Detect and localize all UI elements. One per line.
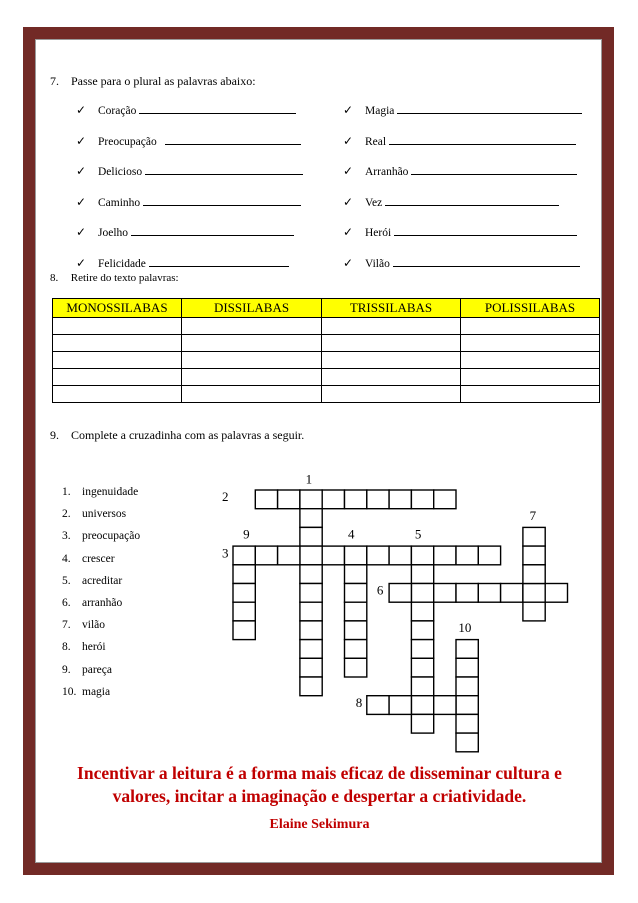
crossword-cell[interactable] — [367, 696, 389, 715]
crossword-cell[interactable] — [367, 546, 389, 565]
crossword-cell[interactable] — [233, 584, 255, 603]
crossword-cell[interactable] — [300, 677, 322, 696]
item-number: 2. — [62, 508, 71, 521]
checkmark-icon: ✓ — [76, 133, 87, 148]
crossword-clue-number: 3 — [222, 545, 229, 561]
checkmark-icon: ✓ — [343, 133, 354, 148]
crossword-cell[interactable] — [434, 490, 456, 509]
crossword-cell[interactable] — [345, 658, 367, 677]
crossword-cell[interactable] — [411, 602, 433, 621]
quote-author: Elaine Sekimura — [269, 817, 370, 832]
item-number: 7. — [62, 619, 71, 632]
crossword-cell[interactable] — [411, 621, 433, 640]
plural-word: Magia — [365, 105, 395, 117]
crossword-clue-number: 7 — [529, 507, 537, 523]
crossword-clue-number: 10 — [458, 620, 472, 636]
crossword-cell[interactable] — [233, 621, 255, 640]
item-word: acreditar — [82, 574, 123, 587]
crossword-cell[interactable] — [255, 490, 277, 509]
checkmark-icon: ✓ — [76, 194, 87, 209]
crossword-cell[interactable] — [278, 490, 300, 509]
crossword-clue-number: 5 — [414, 526, 422, 542]
quote-line: valores, incitar a imaginação e despertar a criatividade. — [112, 786, 527, 806]
crossword-cell[interactable] — [456, 714, 478, 733]
column-header: MONOSSILABAS — [53, 299, 182, 318]
item-word: arranhão — [82, 596, 123, 609]
column-header: DISSILABAS — [182, 299, 322, 318]
crossword-cell[interactable] — [456, 640, 478, 659]
plural-word: Real — [365, 135, 387, 148]
crossword-cell[interactable] — [411, 546, 433, 565]
crossword-cell[interactable] — [523, 584, 545, 603]
crossword-cell[interactable] — [411, 640, 433, 659]
crossword-cell[interactable] — [300, 490, 322, 509]
crossword-cell[interactable] — [456, 546, 478, 565]
item-word: universos — [82, 508, 127, 521]
checkmark-icon: ✓ — [76, 164, 87, 178]
crossword-cell[interactable] — [478, 584, 500, 603]
crossword-cell[interactable] — [434, 696, 456, 715]
item-word: preocupação — [82, 530, 141, 543]
crossword-cell[interactable] — [345, 546, 367, 565]
checkmark-icon: ✓ — [343, 103, 354, 117]
plural-word: Arranhão — [365, 166, 409, 178]
worksheet-page — [35, 39, 602, 863]
checkmark-icon: ✓ — [343, 225, 354, 239]
checkmark-icon: ✓ — [343, 194, 354, 209]
crossword-cell[interactable] — [523, 565, 545, 584]
crossword-cell[interactable] — [389, 546, 411, 565]
item-word: ingenuidade — [82, 486, 139, 498]
crossword-clue-number: 1 — [305, 471, 313, 487]
crossword-cell[interactable] — [322, 490, 344, 509]
item-number: 9. — [62, 663, 71, 676]
crossword-clue-number: 4 — [347, 526, 355, 542]
crossword-cell[interactable] — [345, 490, 367, 509]
crossword-cell[interactable] — [233, 546, 255, 565]
checkmark-icon: ✓ — [76, 255, 87, 270]
plural-word: Felicidade — [98, 257, 146, 270]
item-word: herói — [82, 641, 106, 654]
checkmark-icon: ✓ — [76, 225, 87, 239]
crossword-cell[interactable] — [434, 546, 456, 565]
crossword-cell[interactable] — [434, 584, 456, 603]
column-header: TRISSILABAS — [322, 299, 461, 318]
crossword-cell[interactable] — [411, 565, 433, 584]
plural-word: Joelho — [98, 227, 129, 239]
crossword-cell[interactable] — [300, 658, 322, 677]
item-word: vilão — [82, 619, 105, 632]
question-number: 8. — [50, 272, 59, 284]
crossword-cell[interactable] — [389, 490, 411, 509]
crossword-cell[interactable] — [456, 658, 478, 677]
crossword-cell[interactable] — [345, 621, 367, 640]
question-number: 7. — [50, 74, 59, 88]
crossword-cell[interactable] — [389, 584, 411, 603]
crossword-cell[interactable] — [255, 546, 277, 565]
crossword-cell[interactable] — [456, 584, 478, 603]
crossword-cell[interactable] — [478, 546, 500, 565]
item-word: crescer — [82, 552, 115, 565]
crossword-cell[interactable] — [345, 602, 367, 621]
crossword-cell[interactable] — [545, 584, 567, 603]
item-number: 6. — [62, 596, 71, 609]
crossword-cell[interactable] — [300, 546, 322, 565]
crossword-cell[interactable] — [389, 696, 411, 715]
quote-line: Incentivar a leitura é a forma mais eficaz de disseminar cultura e — [77, 763, 562, 783]
plural-word: Vilão — [365, 257, 390, 270]
crossword-cell[interactable] — [523, 546, 545, 565]
page-border — [23, 27, 614, 875]
plural-word: Herói — [365, 227, 392, 239]
crossword-cell[interactable] — [523, 602, 545, 621]
question-prompt: Retire do texto palavras: — [70, 272, 179, 284]
quote — [36, 762, 602, 808]
crossword-cell[interactable] — [411, 658, 433, 677]
crossword-cell[interactable] — [345, 565, 367, 584]
crossword-cell[interactable] — [411, 714, 433, 733]
crossword-cell[interactable] — [300, 509, 322, 528]
crossword-cell[interactable] — [233, 565, 255, 584]
crossword-cell[interactable] — [456, 696, 478, 715]
plural-word: Preocupação — [98, 135, 157, 148]
item-number: 3. — [62, 530, 71, 543]
column-header: POLISSILABAS — [461, 299, 600, 318]
crossword-clue-number: 6 — [376, 582, 384, 598]
item-word: magia — [82, 685, 111, 698]
crossword-cell[interactable] — [300, 602, 322, 621]
crossword-cell[interactable] — [411, 490, 433, 509]
crossword-clue-number: 9 — [243, 526, 250, 542]
item-number: 1. — [62, 486, 71, 498]
crossword-cell[interactable] — [367, 490, 389, 509]
item-number: 4. — [62, 552, 71, 565]
crossword-cell[interactable] — [233, 602, 255, 621]
crossword-cell[interactable] — [345, 640, 367, 659]
checkmark-icon: ✓ — [343, 255, 354, 270]
question-number: 9. — [50, 428, 59, 442]
crossword-cell[interactable] — [300, 527, 322, 546]
crossword-cell[interactable] — [345, 584, 367, 603]
question-prompt: Complete a cruzadinha com as palavras a seguir. — [71, 428, 305, 442]
checkmark-icon: ✓ — [76, 103, 87, 117]
crossword-cell[interactable] — [411, 677, 433, 696]
item-word: pareça — [82, 663, 112, 676]
checkmark-icon: ✓ — [343, 164, 354, 178]
item-number: 5. — [62, 574, 71, 587]
crossword-cell[interactable] — [300, 621, 322, 640]
crossword-cell[interactable] — [456, 677, 478, 696]
plural-word: Caminho — [98, 196, 141, 209]
plural-word: Delicioso — [98, 166, 143, 178]
plural-word: Coração — [98, 105, 137, 117]
crossword-cell[interactable] — [411, 696, 433, 715]
item-number: 10. — [62, 685, 77, 698]
question-prompt: Passe para o plural as palavras abaixo: — [71, 74, 256, 88]
plural-word: Vez — [365, 196, 383, 209]
crossword-cell[interactable] — [411, 584, 433, 603]
crossword-cell[interactable] — [456, 733, 478, 752]
crossword-cell[interactable] — [322, 546, 344, 565]
crossword-clue-number: 2 — [222, 489, 229, 505]
crossword-cell[interactable] — [300, 584, 322, 603]
crossword-cell[interactable] — [300, 565, 322, 584]
item-number: 8. — [62, 641, 71, 654]
crossword-cell[interactable] — [501, 584, 523, 603]
crossword-cell[interactable] — [523, 527, 545, 546]
crossword-cell[interactable] — [278, 546, 300, 565]
crossword-clue-number: 8 — [355, 694, 363, 710]
crossword-cell[interactable] — [300, 640, 322, 659]
crossword-grid — [36, 40, 602, 863]
